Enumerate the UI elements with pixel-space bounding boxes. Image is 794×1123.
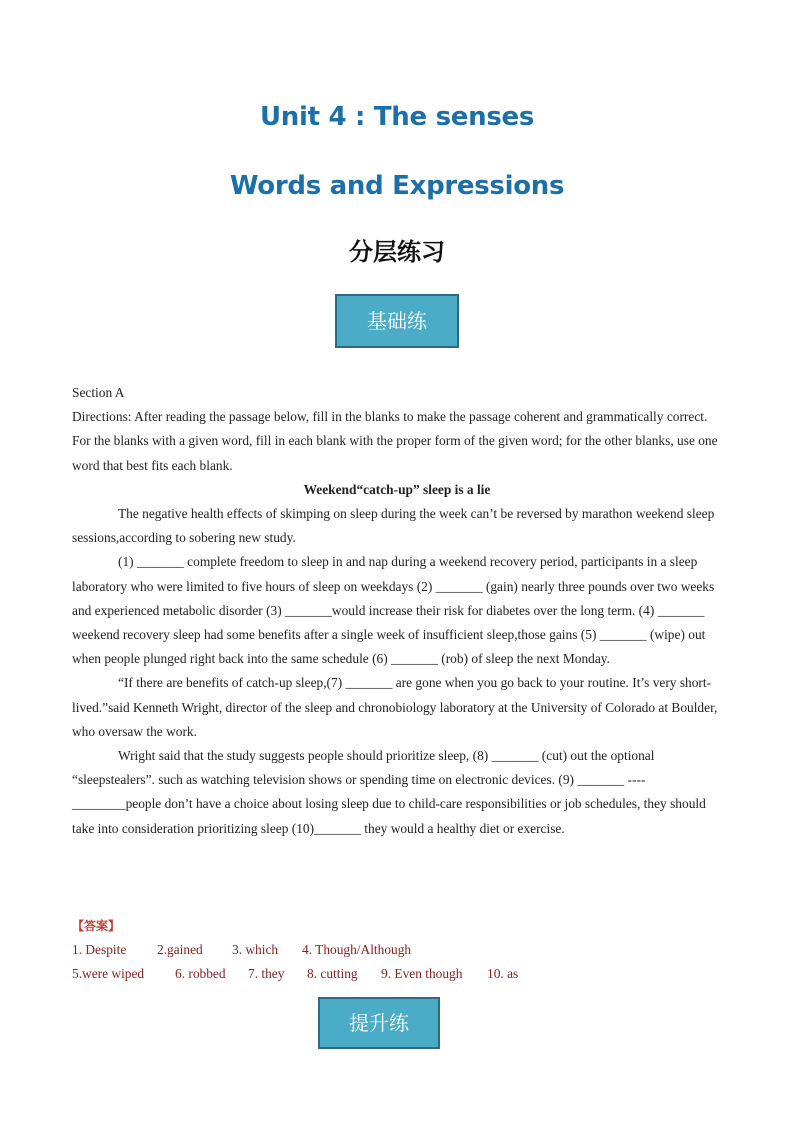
answer-item: 6. robbed — [175, 966, 226, 982]
section-name: Section A — [72, 385, 125, 400]
answer-row — [72, 962, 722, 986]
answer-item: 2.gained — [157, 942, 203, 958]
passage-paragraph: The negative health effects of skimping on sleep during the week can’t be reversed by marathon weekend sleep sessions,according to sobering new study. — [72, 506, 715, 546]
answer-item: 3. which — [232, 942, 279, 958]
answer-row — [72, 938, 722, 962]
passage-paragraph: (1) _______ complete freedom to sleep in and nap during a weekend recovery period, participants in a sleep laboratory who were limited to five hours of sleep on weekdays (2) _______ (gain) nearly three pounds over two weeks and experienced metabolic disorder (3) _______would increase their risk for diabetes over the long term. (4) _______ weekend recovery sleep had some benefits after a single week of insufficient sleep,those gains (5) _______ (wipe) out when people plunged right back into the same schedule (6) _______ (rob) of sleep the next Monday. — [72, 554, 715, 667]
answer-key — [72, 914, 722, 987]
passage-paragraph: “If there are benefits of catch-up sleep,(7) _______ are gone when you go back to your routine. It’s very short-lived.”said Kenneth Wright, director of the sleep and chronobiology laboratory at the University of Colorado at Boulder, who oversaw the work. — [72, 675, 718, 739]
answer-item: 1. Despite — [72, 942, 127, 958]
advanced-level-label: 提升练 — [318, 997, 440, 1049]
exercise-content — [72, 381, 722, 841]
answer-item: 8. cutting — [307, 966, 358, 982]
answer-item: 4. Though/Although — [302, 942, 412, 958]
passage-title: Weekend“catch-up” sleep is a lie — [303, 481, 491, 497]
answer-item: 10. as — [487, 966, 519, 982]
answer-label: 【答案】 — [72, 919, 121, 933]
answer-item: 9. Even though — [381, 966, 463, 982]
directions: Directions: After reading the passage below, fill in the blanks to make the passage coherent and grammatically correct. For the blanks with a given word, fill in each blank with the proper form of the given word; for the other blanks, use one word that best fits each blank. — [72, 409, 718, 473]
basic-level-label: 基础练 — [335, 294, 459, 348]
answer-item: 7. they — [248, 966, 285, 982]
passage-paragraph: Wright said that the study suggests people should prioritize sleep, (8) _______ (cut) out the optional “sleepstealers”. such as watching television shows or spending time on electronic devices. (9) _______ ----________people don’t have a choice about losing sleep due to child-care responsibilities or job schedules, they should take into consideration prioritizing sleep (10)_______ they would a healthy diet or exercise. — [72, 748, 706, 836]
answer-item: 5.were wiped — [72, 966, 145, 982]
practice-subtitle: 分层练习 — [349, 238, 445, 266]
section-title: Words and Expressions — [229, 171, 565, 201]
unit-title: Unit 4 : The senses — [259, 102, 535, 132]
